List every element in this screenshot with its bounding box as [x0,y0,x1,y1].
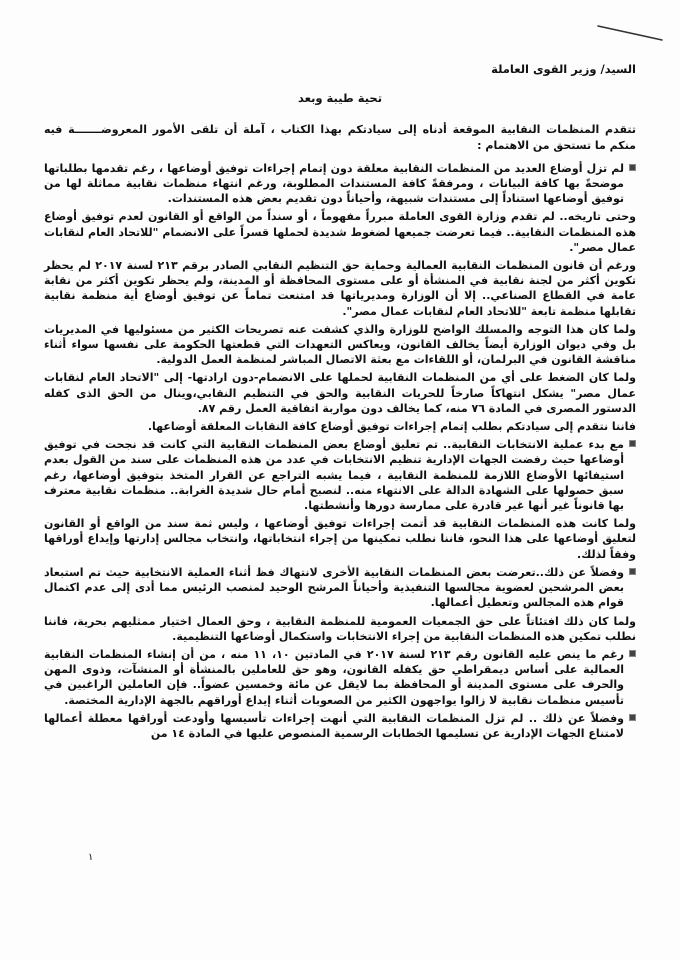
pen-stroke-mark [0,0,680,60]
paragraph-text: رغم ما ينص عليه القانون رقم ٢١٣ لسنة ٢٠١٧ في المادتين ١٠، ١١ منه ، من أن إنشاء المنظمات النقابية العمالية على أساس ديمقراطي حق يكفله القانون، وهو حق للعاملين بالمنشأة أو المنشآت، وذوى المهن والحرف على مستوى المدينة أو المحافظة بما لايقل عن مائة وخمسين عضواً.. فإن العاملين الراغبين في تأسيس منظمات نقابية لا زالوا يواجهون الكثير من الصعوبات أثناء إيداع أوراقهم بالجهة الإدارية المختصة. [44,647,625,707]
greeting-line: تحية طيبة وبعد [297,91,383,106]
paragraph-text: لم تزل أوضاع العديد من المنظمات النقابية معلقة دون إتمام إجراءات توفيق أوضاعها ، رغم تقدمها بطلباتها موضحةً بها كافة البيانات ، ومرفقةً كافة المستندات المطلوبة، ورغم انتهاء منظمات نقابية مماثلة لها من توفيق أوضاعها استناداً إلى مستندات شبيهة، وأحياناً دون تقديم بعض هذه المستندات. [44,161,624,206]
bullet-square-icon [629,568,636,575]
letter-body [44,62,636,744]
paragraph-text: وفضلاً عن ذلك .. لم تزل المنظمات النقابية التي أنهت إجراءات تأسيسها وأودعت أوراقها معطلة أعمالها لامتناع الجهات الإدارية عن تسليمها الخطابات الرسمية المنصوص عليها في المادة ١٤ من [44,711,624,740]
bullet-square-icon [629,714,636,721]
paragraph-candidates-excluded [44,565,636,611]
paragraph-request-completion: فاننا نتقدم إلى سيادتكم بطلب إتمام إجراءات توفيق أوضاع كافة النقابات المعلقة أوضاعها. [147,420,636,434]
paragraph-ministry-conduct: ولما كان هذا التوجه والمسلك الواضح للوزارة والذي كشفت عنه تصريحات الكثير من مسئوليها في المديريات بل وفي ديوان الوزارة أيضاً يخالف القانون، ويعاكس التعهدات التي قطعتها الحكومة على نفسها سواء أثناء مناقشة القانون في البرلمان، أو اللقاءات مع بعثة الاتصال المباشر لمنظمة العمل الدولية. [44,322,636,367]
paragraph-text: مع بدء عملية الانتخابات النقابية.. تم تعليق أوضاع بعض المنظمات النقابية التي كانت قد نجحت في توفيق أوضاعها حيث رفضت الجهات الإدارية تنظيم الانتخابات في عدد من هذه المنظمات على سند من القول بعدم استيفائها الأوضاع اللازمة للمنظمة النقابية ، فيما يشبه التراجع عن القرار المتخذ بتوفيق أوضاعها، رغم سبق حصولها على الشهادة الدالة على الانتهاء منه.. لنصبح أمام حال شديدة الغرابة.. منظمات نقابية معترف بها قانوناً غير أنها غير قادرة على ممارسة دورها وأنشطتها. [44,438,624,513]
paragraph-no-justification: وحتى تاريخه.. لم تقدم وزارة القوى العاملة مبرراً مفهوماً ، أو سنداً من الواقع أو القانون لعدم توفيق أوضاع هذه المنظمات النقابية.. فيما تعرضت جميعها لضغوط شديدة لحملها قسراً على الانضمام "للاتحاد العام لنقابات عمال مصر". [44,210,636,254]
paragraph-founding-difficulties [44,647,636,708]
addressee-line: السيد/ وزير القوى العاملة [491,62,636,76]
paragraph-text: وفضلاً عن ذلك..تعرضت بعض المنظمات النقابية الأخرى لانتهاك فظ أثناء العملية الانتخابية حيث تم استبعاد بعض المرشحين لعضوية مجالسها التنفيذية وأحياناً المرشح الوحيد لمنصب الرئيس مما أدى إلى عدم اكتمال قوام هذه المجالس وتعطيل أعمالها. [44,565,624,610]
bullet-square-icon [629,440,636,447]
intro-paragraph: تتقدم المنظمات النقابية الموقعة أدناه إلى سيادتكم بهذا الكتاب ، آملة أن تلقى الأمور المعروضـــــــة فيه منكم ما تستحق من الاهتمام : [44,123,636,152]
paragraph-pressure-violation: ولما كان الضغط على أي من المنظمات النقابية لحملها على الانضمام-دون ارادتها- إلى "الاتحاد العام لنقابات عمال مصر" يشكل انتهاكاً صارخاً للحريات النقابية والحق في التنظيم النقابي،وينال من الحق الذى كفله الدستور المصرى في المادة ٧٦ منه، كما يخالف دون مواربة اتفاقية العمل رقم ٨٧. [44,371,636,415]
page-number: ١ [88,852,94,863]
bullet-square-icon [629,164,636,171]
paragraph-request-elections: ولما كانت هذه المنظمات النقابية قد أتمت إجراءات توفيق أوضاعها ، وليس ثمة سند من الواقع أو القانون لتعليق أوضاعها على هذا النحو، فاننا نطلب تمكينها من إجراء انتخاباتها، وانتخاب مجالس إدارتها وإيداع أوراقها وفقاً لذلك. [44,517,636,561]
paragraph-law-213: ورغم أن قانون المنظمات النقابية العمالية وحماية حق التنظيم النقابي الصادر برقم ٢١٣ لسنة ٢٠١٧ لم يحظر تكوين أكثر من لجنة نقابية في المنشأة أو على مستوى المحافظة أو المدينة، ولم يحظر تكوين أكثر من نقابة عامة في القطاع الصناعي.. إلا أن الوزارة ومديرياتها قد امتنعت تماماً عن توفيق أوضاع أية منظمة نقابية تقابلها منظمة تابعة "للاتحاد العام لنقابات عمال مصر". [44,259,636,318]
paragraph-pending-registrations [44,161,636,207]
paragraph-elections-suspended [44,437,636,513]
paragraph-official-letters [44,711,636,741]
bullet-square-icon [629,650,636,657]
paragraph-request-councils: ولما كان ذلك افتئاتاً على حق الجمعيات العمومية للمنظمة النقابية ، وحق العمال اختيار ممثليهم بحرية، فاننا نطلب تمكين هذه المنظمات النقابية من إجراء الانتخابات واستكمال أوضاعها التنظيمية. [44,614,636,643]
